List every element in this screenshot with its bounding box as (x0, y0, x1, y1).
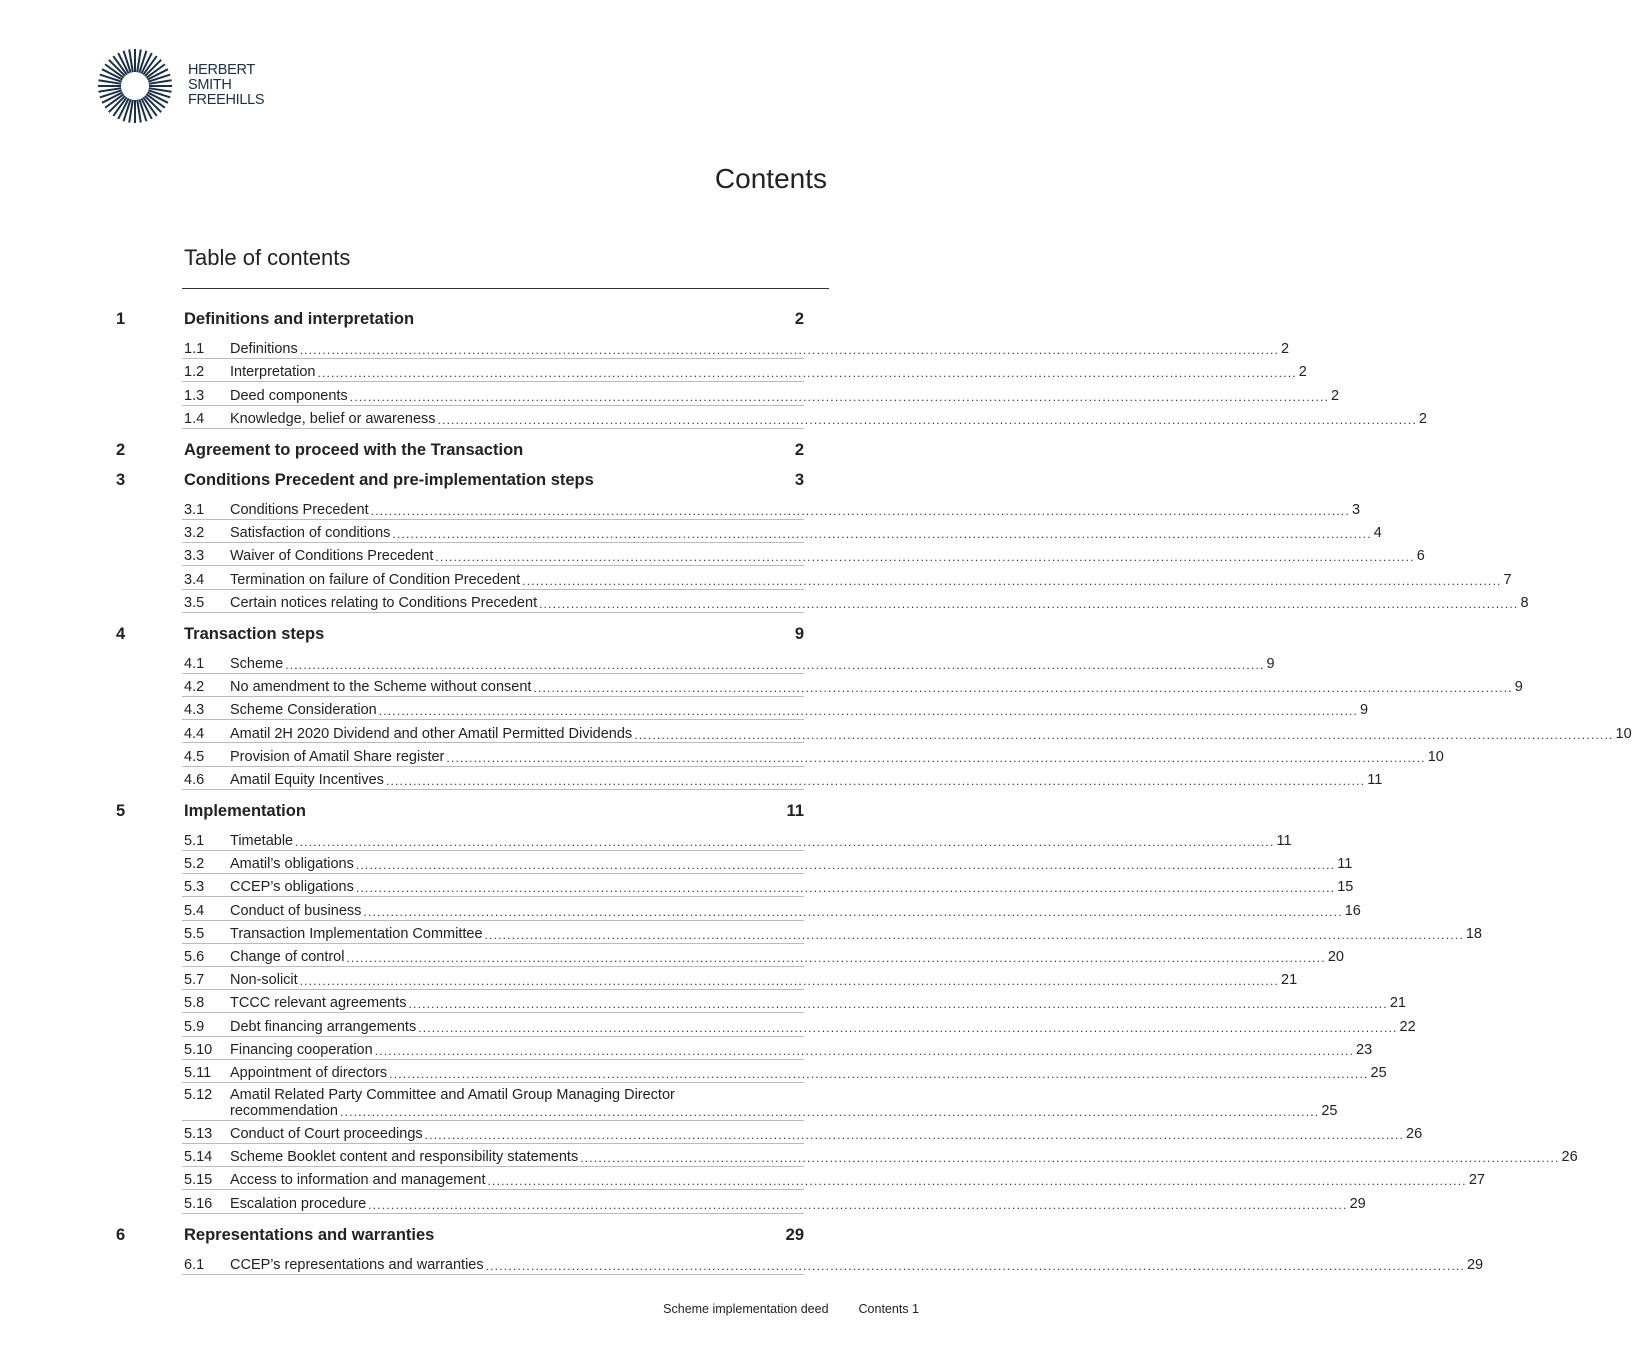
dot-leader (295, 835, 1274, 849)
entry-number: 3.5 (184, 594, 205, 611)
toc-entry[interactable] (182, 336, 1290, 359)
dot-leader (300, 974, 1279, 988)
dot-leader (486, 1259, 1465, 1273)
entry-title: CCEP’s obligations (230, 879, 354, 896)
entry-page-number: 9 (1514, 679, 1523, 696)
entry-number: 4.4 (184, 725, 205, 742)
dot-leader (285, 658, 1264, 672)
section-page-number: 29 (785, 1225, 804, 1244)
toc-heading: Table of contents (184, 245, 351, 270)
section-gap (0, 790, 965, 798)
sunburst-icon (96, 46, 180, 130)
heading-divider (182, 288, 829, 289)
toc-section-heading[interactable] (0, 621, 965, 651)
section-page-number: 2 (794, 310, 804, 328)
entry-title: Scheme Consideration (230, 702, 377, 719)
section-gap (0, 1275, 965, 1283)
entry-page-number: 2 (1418, 410, 1427, 427)
toc-section-heading[interactable] (0, 437, 965, 467)
toc-section-heading[interactable] (0, 798, 965, 828)
dot-leader (375, 1044, 1354, 1058)
dot-leader (634, 728, 1613, 742)
toc-entry[interactable] (182, 1252, 1484, 1275)
entry-title: No amendment to the Scheme without consent (230, 679, 532, 696)
dot-leader (317, 366, 1296, 380)
toc-entry[interactable] (182, 967, 1298, 990)
entry-title: Deed components (230, 387, 348, 404)
entry-number: 4.3 (184, 702, 205, 719)
entry-page-number: 2 (1281, 341, 1290, 358)
footer-document-name: Scheme implementation deed (663, 1302, 829, 1316)
entry-title: Termination on failure of Condition Precedent (230, 571, 521, 588)
entry-number: 5.4 (184, 902, 205, 919)
dot-leader (371, 504, 1350, 518)
toc-entry[interactable] (182, 990, 1406, 1013)
section-title: Transaction steps (184, 624, 325, 643)
entry-title: TCCC relevant agreements (230, 995, 407, 1012)
entry-title: Knowledge, belief or awareness (230, 410, 436, 427)
logo-wordmark (188, 63, 264, 108)
entry-page-number: 25 (1321, 1102, 1338, 1119)
entry-page-number: 10 (1427, 748, 1444, 765)
toc-entry[interactable] (182, 921, 1482, 944)
entry-number: 4.6 (184, 771, 205, 788)
dot-leader (356, 881, 1335, 895)
section-page-number: 3 (794, 470, 804, 489)
dot-leader (392, 527, 1371, 541)
dot-leader (435, 550, 1414, 564)
entry-number: 5.1 (184, 833, 205, 850)
toc-entry[interactable] (182, 874, 1354, 897)
entry-title: Conditions Precedent (230, 502, 369, 519)
toc-entry[interactable] (182, 767, 1383, 790)
entry-number: 5.9 (184, 1018, 205, 1035)
entry-title: Non-solicit (230, 972, 298, 989)
entry-title: Certain notices relating to Conditions Precedent (230, 594, 538, 611)
table-of-contents (0, 306, 1632, 1283)
entry-page-number: 18 (1465, 925, 1482, 942)
entry-title: Escalation procedure (230, 1195, 367, 1212)
section-number: 5 (116, 801, 126, 820)
section-title: Representations and warranties (184, 1225, 435, 1244)
toc-entry[interactable] (182, 1190, 1366, 1213)
toc-section-heading[interactable] (0, 306, 965, 336)
toc-section (0, 621, 1632, 798)
section-number: 1 (116, 310, 126, 328)
entry-title: Amatil Equity Incentives (230, 771, 384, 788)
dot-leader (539, 597, 1518, 611)
entry-page-number: 4 (1373, 525, 1382, 542)
entry-title: Financing cooperation (230, 1041, 373, 1058)
dot-leader (488, 1174, 1467, 1188)
entry-title: Interpretation (230, 364, 316, 381)
dot-leader (425, 1128, 1404, 1142)
toc-entry[interactable] (182, 1060, 1387, 1083)
toc-section-heading[interactable] (0, 467, 965, 497)
entry-number: 5.10 (184, 1041, 213, 1058)
entry-title: Conduct of Court proceedings (230, 1126, 423, 1143)
dot-leader (379, 704, 1358, 718)
entry-title: Appointment of directors (230, 1064, 388, 1081)
entry-title: Change of control (230, 949, 345, 966)
entry-title: Definitions (230, 341, 298, 358)
entry-page-number: 6 (1416, 548, 1425, 565)
entry-page-number: 20 (1327, 949, 1344, 966)
toc-entry[interactable] (182, 359, 1307, 382)
section-number: 3 (116, 470, 126, 489)
entry-title: Scheme (230, 655, 284, 672)
dot-leader (580, 1151, 1559, 1165)
dot-leader (533, 681, 1512, 695)
entry-page-number: 9 (1266, 655, 1275, 672)
entry-number: 3.4 (184, 571, 205, 588)
dot-leader (389, 1067, 1368, 1081)
toc-entry[interactable] (182, 828, 1292, 851)
entry-number: 1.3 (184, 387, 205, 404)
toc-section (0, 467, 1529, 621)
entry-number: 5.16 (184, 1195, 213, 1212)
toc-entry[interactable] (182, 944, 1344, 967)
entry-title: Debt financing arrangements (230, 1018, 417, 1035)
entry-title: Conduct of business (230, 902, 362, 919)
entry-number: 1.4 (184, 410, 205, 427)
entry-number: 6.1 (184, 1256, 205, 1273)
toc-entry[interactable] (182, 651, 1275, 674)
entry-page-number: 15 (1337, 879, 1354, 896)
section-gap (0, 1214, 965, 1222)
toc-entry[interactable] (182, 1013, 1416, 1036)
entry-number: 5.6 (184, 949, 205, 966)
entry-page-number: 11 (1367, 771, 1383, 788)
entry-number: 3.1 (184, 502, 205, 519)
dot-leader (409, 997, 1388, 1011)
toc-entry[interactable] (182, 851, 1353, 874)
entry-page-number: 16 (1344, 902, 1361, 919)
entry-number: 4.1 (184, 655, 205, 672)
toc-section (0, 1222, 1484, 1283)
dot-leader (363, 905, 1342, 919)
entry-page-number: 29 (1349, 1195, 1366, 1212)
entry-page-number: 23 (1356, 1041, 1373, 1058)
dot-leader (485, 928, 1464, 942)
toc-entry[interactable] (182, 590, 1529, 613)
section-title: Definitions and interpretation (184, 310, 415, 328)
section-gap (0, 429, 965, 437)
entry-title: CCEP’s representations and warranties (230, 1256, 484, 1273)
toc-entry[interactable] (182, 897, 1361, 920)
section-title: Implementation (184, 801, 306, 820)
dot-leader (300, 343, 1279, 357)
entry-number: 1.2 (184, 364, 205, 381)
entry-title: Access to information and management (230, 1172, 486, 1189)
entry-page-number: 29 (1466, 1256, 1484, 1273)
toc-entry[interactable] (182, 720, 1632, 743)
entry-title: Transaction Implementation Committee (230, 925, 483, 942)
entry-number: 5.2 (184, 856, 205, 873)
entry-page-number: 10 (1615, 725, 1632, 742)
toc-entry[interactable] (182, 382, 1340, 405)
section-title: Conditions Precedent and pre-implementation steps (184, 470, 594, 489)
toc-entry[interactable] (182, 406, 1427, 429)
dot-leader (368, 1198, 1347, 1212)
entry-title: Scheme Booklet content and responsibility statements (230, 1149, 579, 1166)
toc-entry[interactable] (182, 1167, 1485, 1190)
toc-entry[interactable] (182, 566, 1512, 589)
section-page-number: 9 (794, 624, 804, 643)
entry-number: 5.5 (184, 925, 205, 942)
dot-leader (356, 858, 1335, 872)
toc-entry[interactable] (182, 1037, 1373, 1060)
entry-page-number: 27 (1468, 1172, 1485, 1189)
entry-page-number: 25 (1370, 1064, 1387, 1081)
entry-number: 5.11 (184, 1064, 212, 1081)
entry-page-number: 2 (1331, 387, 1340, 404)
dot-leader (438, 413, 1417, 427)
entry-page-number: 26 (1406, 1126, 1423, 1143)
entry-page-number: 26 (1561, 1149, 1578, 1166)
page-title: Contents (714, 163, 827, 194)
dot-leader (346, 951, 1325, 965)
section-page-number: 11 (786, 801, 804, 820)
entry-number: 4.2 (184, 679, 205, 696)
entry-page-number: 3 (1352, 502, 1361, 519)
entry-page-number: 9 (1360, 702, 1369, 719)
entry-number: 3.3 (184, 548, 205, 565)
entry-title-continued: recommendation (230, 1102, 338, 1119)
entry-number: 5.13 (184, 1126, 213, 1143)
entry-page-number: 7 (1503, 571, 1512, 588)
entry-number: 1.1 (184, 341, 205, 358)
logo-line-1: HERBERT (188, 62, 255, 78)
section-title: Agreement to proceed with the Transaction (184, 440, 524, 459)
toc-entry[interactable] (182, 497, 1361, 520)
entry-title: Satisfaction of conditions (230, 525, 391, 542)
toc-entry[interactable] (182, 1083, 1338, 1121)
entry-number: 3.2 (184, 525, 205, 542)
toc-section (0, 437, 965, 467)
entry-number: 4.5 (184, 748, 205, 765)
section-number: 6 (116, 1225, 126, 1244)
dot-leader (446, 751, 1425, 765)
entry-number: 5.12 (184, 1086, 213, 1103)
toc-section (0, 306, 1427, 437)
toc-entry[interactable] (182, 543, 1425, 566)
entry-number: 5.14 (184, 1149, 213, 1166)
dot-leader (418, 1021, 1397, 1035)
entry-number: 5.3 (184, 879, 205, 896)
entry-number: 5.7 (184, 972, 205, 989)
section-gap (0, 613, 965, 621)
entry-number: 5.15 (184, 1172, 213, 1189)
entry-page-number: 11 (1276, 833, 1292, 850)
entry-page-number: 21 (1389, 995, 1406, 1012)
logo-line-2: SMITH (188, 77, 232, 93)
dot-leader (386, 774, 1365, 788)
entry-title: Provision of Amatil Share register (230, 748, 445, 765)
toc-entry[interactable] (182, 697, 1369, 720)
entry-page-number: 11 (1337, 856, 1353, 873)
entry-title: Amatil’s obligations (230, 856, 354, 873)
entry-number: 5.8 (184, 995, 205, 1012)
entry-title: Timetable (230, 833, 294, 850)
dot-leader (522, 574, 1501, 588)
toc-entry[interactable] (182, 743, 1444, 766)
toc-section (0, 798, 1578, 1222)
entry-page-number: 21 (1281, 972, 1298, 989)
toc-entry[interactable] (182, 674, 1523, 697)
toc-section-heading[interactable] (0, 1222, 965, 1252)
entry-page-number: 8 (1520, 594, 1529, 611)
section-page-number: 2 (794, 440, 804, 459)
entry-title: Waiver of Conditions Precedent (230, 548, 434, 565)
logo (96, 46, 296, 126)
logo-line-3: FREEHILLS (188, 92, 265, 108)
section-number: 4 (116, 624, 126, 643)
toc-entry[interactable] (182, 1144, 1578, 1167)
footer-page-label: Contents 1 (858, 1302, 919, 1316)
toc-entry[interactable] (182, 520, 1382, 543)
toc-entry[interactable] (182, 1121, 1423, 1144)
page-footer (663, 1302, 919, 1316)
entry-page-number: 2 (1298, 364, 1307, 381)
entry-page-number: 22 (1399, 1018, 1416, 1035)
dot-leader (340, 1105, 1319, 1119)
entry-title: Amatil 2H 2020 Dividend and other Amatil Permitted Dividends (230, 725, 633, 742)
section-number: 2 (116, 440, 126, 459)
dot-leader (350, 390, 1329, 404)
entry-title: Amatil Related Party Committee and Amatil Group Managing Director (230, 1086, 675, 1103)
